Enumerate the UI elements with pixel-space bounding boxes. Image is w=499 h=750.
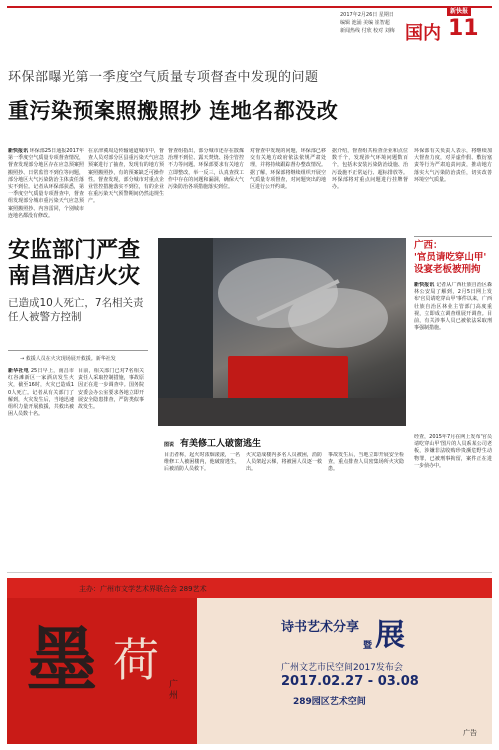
caption-arrow-icon: → xyxy=(20,356,26,362)
right-headline-line1: 广西： xyxy=(414,240,443,251)
ad-art-big: 墨 xyxy=(27,618,97,701)
lead-headline: 重污染预案照搬照抄 连地名都没改 xyxy=(8,99,339,123)
photo-column-1: 目击者称，起火时浓烟滚滚，一名维修工人被困楼内，他破窗逃生，后被消防人员救下。 xyxy=(164,452,240,473)
story2-subheadline: 已造成10人死亡，7名相关责任人被警方控制 xyxy=(8,297,144,323)
ad-subtitle: 广州文艺市民空间2017发布会 xyxy=(281,663,403,673)
photo-label: 图说 xyxy=(164,442,175,448)
caption-text: 救援人员在火灾现场展开救援。新华社发 xyxy=(25,356,116,362)
lead-text-1: 环保部25日通报2017年第一季度空气质量专项督查情况，督查发现部分地区存在应急预案照搬照抄、日常监管不到位等问题，部分地区大气污染防治主体责任落实不到位。记者从环保部获悉，第一季度空气质量专项督查中，督查组发现部分城市重污染天气应急预案照搬照抄、内容雷同，个别城市连地名都没有修改。 xyxy=(8,148,84,219)
lead-column-3: 督查组指出，部分城市还存在散煤治理不到位、露天焚烧、扬尘管控不力等问题。环保部要求有关地方立即整改，举一反三，认真查找工作中存在的问题和漏洞，确保大气污染防治各项措施落实到位。 xyxy=(168,148,244,191)
header-date: 2017年2月26日 星期日 xyxy=(340,12,394,18)
lead-kicker: 环保部曝光第一季度空气质量专项督查中发现的问题 xyxy=(8,70,319,85)
right-text-1: 记者从广西壮族自治区森林公安局了解到，2月5日网上发布'官员请吃穿山甲'事件以来，广西壮族自治区林业主管部门高度重视，立即成立调查组展开调查。目前，有关涉事人员已被依法采取刑事强制措施。 xyxy=(414,282,492,332)
story2-text-1: 25日早上，南昌市红谷滩新区一家酒店发生火灾，截至16时，火灾已造成10人死亡。记者从有关部门了解到，火灾发生后，当地迅速组织力量开展救援，共救出被困人员数十名。 xyxy=(8,368,74,418)
right-headline-line3: 设宴老板被刑拘 xyxy=(414,264,481,275)
ad-big-word: 展 xyxy=(375,618,405,653)
ad-connector: 暨 xyxy=(363,641,373,651)
right-headline-line2: '官员请吃穿山甲' xyxy=(414,252,487,263)
header-rule xyxy=(7,6,492,8)
story2-headline-line2: 南昌酒店火灾 xyxy=(8,264,141,289)
page-number: 11 xyxy=(448,16,479,41)
photo-caption xyxy=(20,355,160,362)
ad-art-panel xyxy=(7,598,197,744)
ad-art-small: 荷 xyxy=(113,633,159,687)
photo-column-2: 火灾造成楼内多名人员被困，消防人员架起云梯，将被困人员逐一救出。 xyxy=(246,452,322,473)
right-rule xyxy=(414,236,492,237)
right-column-body xyxy=(414,282,492,430)
right-headline xyxy=(414,240,494,276)
ad-info-panel xyxy=(197,598,492,744)
fire-photo xyxy=(158,238,406,426)
right-byline: 新快报讯 xyxy=(414,282,435,288)
lead-byline: 新快报讯 xyxy=(8,148,29,154)
ground xyxy=(158,398,406,426)
section-title: 国内 xyxy=(405,23,441,44)
story2-headline-line1: 安监部门严查 xyxy=(8,238,141,263)
photo-column-3: 事故发生后，当地立即开展安全检查，重点排查人员密集场所火灾隐患。 xyxy=(328,452,404,473)
lead-column-6: 环保部有关负责人表示，将继续加大督查力度，对弄虚作假、敷衍塞责等行为严肃追责问责，推动地方落实大气污染防治责任，切实改善环境空气质量。 xyxy=(414,148,492,183)
lead-column-5: 据介绍，督查组共检查企业和点位数千个，发现涉气环境问题数百个，包括未安装污染防治设施、治污设施不正常运行、超标排放等。环保部将对重点问题进行挂牌督办。 xyxy=(332,148,408,191)
ad-art-city: 广州 xyxy=(169,680,179,701)
story2-rule xyxy=(8,350,148,351)
lead-column-2: 在京津冀周边传输通道城市中，督查人员对部分区县重污染天气应急预案进行了抽查，发现有的地方预案照搬照抄，有的预案缺乏可操作性。督查发现，部分城市对重点企业管控措施落实不到位，有的企业在重污染天气预警期间仍然违规生产。 xyxy=(88,148,164,205)
lead-column-4: 对督查中发现的问题，环保部已移交有关地方政府依法依规严肃处理，并将持续跟踪督办整改情况。据了解，环保部将继续组织开展空气质量专项督查，对问题突出的地区进行公开约谈。 xyxy=(250,148,326,191)
header-editors: 编辑 池涌 美编 崔智超 xyxy=(340,20,390,26)
story2-byline: 新华社电 xyxy=(8,368,30,374)
ad-organizer: 主办：广州市文学艺术界联合会 289艺术 xyxy=(79,585,207,593)
photo-story-title xyxy=(164,436,261,449)
ad-divider xyxy=(7,572,492,573)
ad-dates: 2017.02.27 - 03.08 xyxy=(281,674,419,689)
story2-headline xyxy=(8,238,158,290)
header-checkers: 新闻热线 付欣 校对 刘梅 xyxy=(340,28,395,34)
story2-column-2: 目前，相关部门已对7名相关责任人采取控制措施，事故原因正在进一步调查中。国务院安委会办公室要求各地立即开展安全隐患排查，严防类似事故发生。 xyxy=(78,368,144,411)
right-column-body-2: 经查，2015年7月在网上发布'官员请吃穿山甲'图片的人员系某公司老板，涉嫌非法收购珍贵濒危野生动物罪，已被刑事拘留，案件正在进一步侦办中。 xyxy=(414,434,492,469)
brand-logo: 新快报 xyxy=(447,8,471,16)
ad-title: 诗书艺术分享 xyxy=(281,620,360,635)
photo-title: 有美修工人破窗逃生 xyxy=(180,439,262,449)
fire-truck xyxy=(228,356,348,400)
story2-column-1 xyxy=(8,368,74,566)
ad-venue: 289园区艺术空间 xyxy=(293,697,366,707)
ad-label: 广告 xyxy=(463,729,477,737)
ad-banner xyxy=(7,578,492,744)
